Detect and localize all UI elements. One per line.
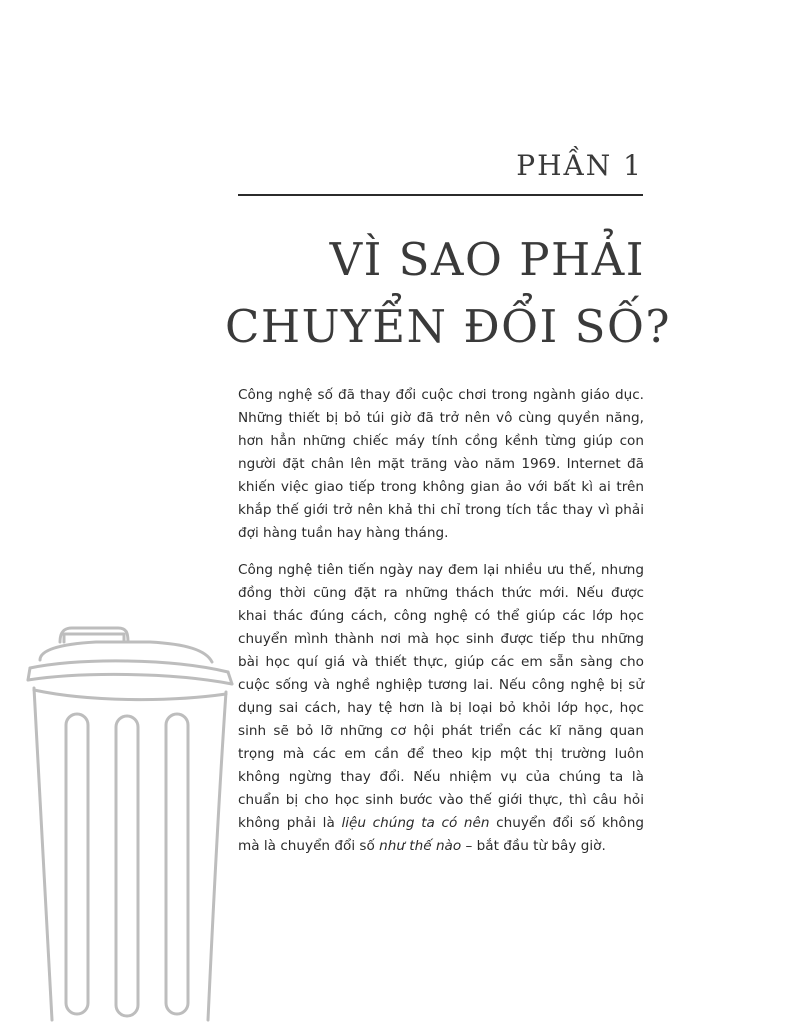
trash-can-icon [0, 620, 240, 1024]
chapter-title-line-2: CHUYỂN ĐỔI SỐ? [225, 300, 671, 353]
paragraph-2-emphasis-2: như thế nào [379, 838, 462, 854]
paragraph-2-part-b: chuyển đổi số không mà là chuyển đổi số [238, 815, 644, 854]
chapter-title [225, 226, 671, 360]
paragraph-2-emphasis-1: liệu chúng ta có nên [341, 815, 490, 831]
paragraph-2 [238, 559, 644, 858]
paragraph-1: Công nghệ số đã thay đổi cuộc chơi trong ngành giáo dục. Những thiết bị bỏ túi giờ đã trở nên vô cùng quyền năng, hơn hẳn những chiếc máy tính cồng kềnh từng giúp con người đặt chân lên mặt trăng vào năm 1969. Internet đã khiến việc giao tiếp trong không gian ảo với bất kì ai trên khắp thế giới trở nên khả thi chỉ trong tích tắc thay vì phải đợi hàng tuần hay hàng tháng. [238, 387, 644, 541]
title-rule [238, 194, 643, 196]
body-text [238, 384, 644, 872]
paragraph-2-part-c: – bắt đầu từ bây giờ. [461, 838, 606, 854]
paragraph-2-part-a: Công nghệ tiên tiến ngày nay đem lại nhiều ưu thế, nhưng đồng thời cũng đặt ra những thách thức mới. Nếu được khai thác đúng cách, công nghệ có thể giúp các lớp học chuyển mình thành nơi mà học sinh được tiếp thu những bài học quí giá và thiết thực, giúp các em sẵn sàng cho cuộc sống và nghề nghiệp tương lai. Nếu công nghệ bị sử dụng sai cách, hay tệ hơn là bị loại bỏ khỏi lớp học, học sinh sẽ bỏ lỡ những cơ hội phát triển các kĩ năng quan trọng mà các em cần để theo kịp một thị trường luôn không ngừng thay đổi. Nếu nhiệm vụ của chúng ta là chuẩn bị cho học sinh bước vào thế giới thực, thì câu hỏi không phải là [238, 562, 644, 831]
part-label: PHẦN 1 [516, 149, 643, 182]
chapter-title-line-1: VÌ SAO PHẢI [329, 233, 645, 286]
